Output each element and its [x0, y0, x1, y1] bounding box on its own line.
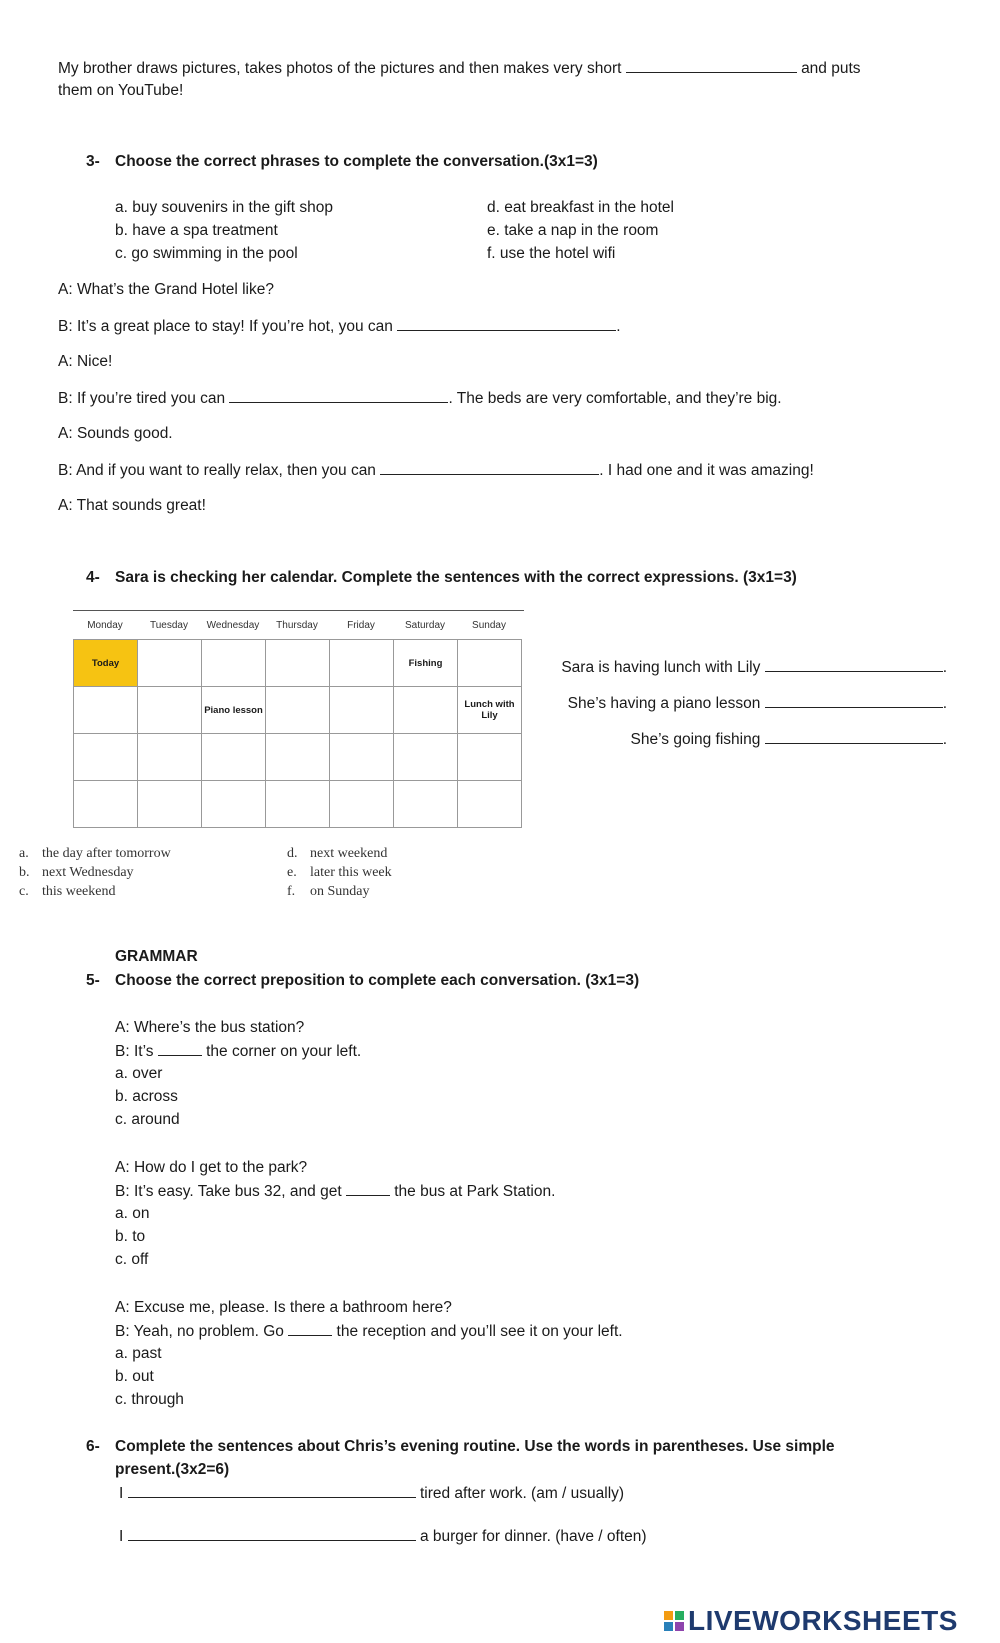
- choice: f. on Sunday: [287, 884, 370, 899]
- dialogue-line: B: It’s easy. Take bus 32, and get the bus at Park Station.: [115, 1180, 555, 1203]
- calendar-cell: [394, 734, 458, 781]
- calendar-cell: [330, 640, 394, 687]
- question-number: 3-: [86, 153, 100, 170]
- calendar-cell: [330, 687, 394, 734]
- calendar-cell-fishing: Fishing: [394, 640, 458, 687]
- calendar-grid: [73, 639, 522, 828]
- answer-blank[interactable]: [128, 1482, 416, 1498]
- liveworksheets-logo: [664, 1605, 958, 1637]
- calendar-cell: [330, 734, 394, 781]
- logo-square: [675, 1611, 684, 1620]
- option[interactable]: a. on: [115, 1205, 150, 1222]
- option[interactable]: b. to: [115, 1228, 146, 1245]
- choice: e. later this week: [287, 865, 392, 880]
- day-label: Thursday: [276, 619, 318, 631]
- choice: a. the day after tomorrow: [19, 846, 171, 861]
- logo-square: [675, 1622, 684, 1631]
- calendar-cell-today: Today: [74, 640, 138, 687]
- answer-blank[interactable]: [765, 656, 943, 672]
- sentence: I tired after work. (am / usually): [119, 1482, 624, 1505]
- sentence: I a burger for dinner. (have / often): [119, 1525, 647, 1548]
- calendar-cell: [202, 640, 266, 687]
- day-label: Monday: [87, 619, 123, 631]
- question-instruction: present.(3x2=6): [115, 1461, 230, 1478]
- dialogue-line: B: Yeah, no problem. Go the reception and you’ll see it on your left.: [115, 1320, 623, 1343]
- choice: c. this weekend: [19, 884, 116, 899]
- calendar-sentence: She’s going fishing .: [631, 728, 947, 751]
- answer-blank[interactable]: [626, 57, 797, 73]
- dialogue-line: B: It’s the corner on your left.: [115, 1040, 361, 1063]
- dialogue-line: B: If you’re tired you can . The beds are very comfortable, and they’re big.: [58, 387, 782, 410]
- option: a. buy souvenirs in the gift shop: [115, 199, 333, 216]
- option: c. go swimming in the pool: [115, 245, 298, 262]
- calendar-cell: [74, 734, 138, 781]
- choice: d. next weekend: [287, 846, 388, 861]
- calendar-cell: [394, 687, 458, 734]
- dialogue-line: A: Where’s the bus station?: [115, 1019, 305, 1036]
- day-label: Friday: [347, 619, 375, 631]
- calendar-cell: [74, 687, 138, 734]
- intro-line-2: them on YouTube!: [58, 82, 184, 99]
- question-instruction: Choose the correct phrases to complete the conversation.(3x1=3): [115, 153, 598, 170]
- logo-text: LIVEWORKSHEETS: [688, 1605, 958, 1636]
- answer-blank[interactable]: [158, 1040, 202, 1056]
- calendar-cell-piano: Piano lesson: [202, 687, 266, 734]
- question-instruction: Complete the sentences about Chris’s evening routine. Use the words in parentheses. Use simple: [115, 1438, 835, 1455]
- answer-blank[interactable]: [380, 459, 599, 475]
- answer-blank[interactable]: [397, 315, 616, 331]
- option[interactable]: c. around: [115, 1111, 180, 1128]
- calendar-cell: [458, 734, 522, 781]
- question-instruction: Choose the correct preposition to complete each conversation. (3x1=3): [115, 972, 640, 989]
- calendar-cell: [138, 734, 202, 781]
- answer-blank[interactable]: [128, 1525, 416, 1541]
- option[interactable]: c. off: [115, 1251, 149, 1268]
- calendar-sentence: She’s having a piano lesson .: [568, 692, 947, 715]
- calendar-cell: [266, 781, 330, 828]
- calendar-cell: [458, 640, 522, 687]
- option: b. have a spa treatment: [115, 222, 278, 239]
- option[interactable]: b. out: [115, 1368, 154, 1385]
- dialogue-line: B: And if you want to really relax, then you can . I had one and it was amazing!: [58, 459, 814, 482]
- question-number: 6-: [86, 1438, 100, 1455]
- logo-icon: [664, 1611, 684, 1631]
- question-number: 5-: [86, 972, 100, 989]
- day-label: Saturday: [404, 619, 446, 631]
- answer-blank[interactable]: [765, 728, 943, 744]
- dialogue-line: A: How do I get to the park?: [115, 1159, 308, 1176]
- calendar-cell: [458, 781, 522, 828]
- calendar-sentence: Sara is having lunch with Lily .: [561, 656, 947, 679]
- logo-square: [664, 1611, 673, 1620]
- calendar-cell: [74, 781, 138, 828]
- calendar-cell: [330, 781, 394, 828]
- option: d. eat breakfast in the hotel: [487, 199, 674, 216]
- calendar-cell: [266, 734, 330, 781]
- section-heading: GRAMMAR: [115, 948, 198, 965]
- option: e. take a nap in the room: [487, 222, 659, 239]
- option[interactable]: a. past: [115, 1345, 162, 1362]
- answer-blank[interactable]: [229, 387, 448, 403]
- answer-blank[interactable]: [765, 692, 943, 708]
- dialogue-line: B: It’s a great place to stay! If you’re hot, you can .: [58, 315, 621, 338]
- dialogue-line: A: That sounds great!: [58, 497, 206, 514]
- choice: b. next Wednesday: [19, 865, 134, 880]
- calendar-cell: [202, 781, 266, 828]
- calendar-cell: [266, 640, 330, 687]
- dialogue-line: A: Excuse me, please. Is there a bathroom here?: [115, 1299, 452, 1316]
- question-instruction: Sara is checking her calendar. Complete the sentences with the correct expressions. (3x1=3): [115, 569, 797, 586]
- calendar-cell: [138, 687, 202, 734]
- logo-square: [664, 1622, 673, 1631]
- calendar: [73, 610, 524, 828]
- intro-line-1: My brother draws pictures, takes photos of the pictures and then makes very short and puts: [58, 57, 861, 80]
- option[interactable]: c. through: [115, 1391, 184, 1408]
- calendar-cell: [138, 781, 202, 828]
- answer-blank[interactable]: [346, 1180, 390, 1196]
- day-label: Wednesday: [206, 619, 260, 631]
- calendar-cell: [394, 781, 458, 828]
- option[interactable]: b. across: [115, 1088, 178, 1105]
- calendar-cell-lunch: Lunch with Lily: [458, 687, 522, 734]
- day-label: Tuesday: [150, 619, 188, 631]
- option: f. use the hotel wifi: [487, 245, 616, 262]
- question-number: 4-: [86, 569, 100, 586]
- dialogue-line: A: What’s the Grand Hotel like?: [58, 281, 274, 298]
- calendar-header: [73, 611, 524, 639]
- calendar-cell: [202, 734, 266, 781]
- answer-blank[interactable]: [288, 1320, 332, 1336]
- dialogue-line: A: Nice!: [58, 353, 113, 370]
- calendar-cell: [266, 687, 330, 734]
- option[interactable]: a. over: [115, 1065, 163, 1082]
- day-label: Sunday: [472, 619, 506, 631]
- dialogue-line: A: Sounds good.: [58, 425, 173, 442]
- calendar-cell: [138, 640, 202, 687]
